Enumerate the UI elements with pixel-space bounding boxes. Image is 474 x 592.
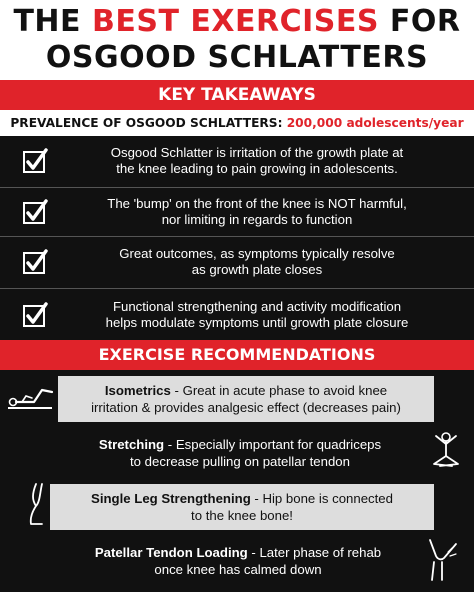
list-item <box>0 237 474 287</box>
seated-stretch-icon <box>424 430 468 474</box>
list-item <box>0 136 474 186</box>
title-header <box>0 0 474 80</box>
lying-exercise-icon <box>4 376 56 412</box>
exercise-desc-line-2: to the knee bone! <box>191 508 293 523</box>
title-accent: BEST EXERCISES <box>91 4 379 39</box>
exercise-name: Isometrics <box>104 383 171 398</box>
title-part-1: THE <box>13 4 92 39</box>
checkbox-check-icon <box>22 249 48 275</box>
takeaway-text: Osgood Schlatter is irritation of the growth plate at the knee leading to pain growing in adolescents. <box>110 145 404 176</box>
checkbox-check-icon <box>22 148 48 174</box>
exercise-desc: - Later phase of rehab <box>247 545 382 560</box>
exercise-card-stretching <box>60 430 420 476</box>
exercise-name: Patellar Tendon Loading <box>94 545 248 560</box>
exercise-card-single-leg-strengthening <box>50 484 434 530</box>
exercise-name: Single Leg Strengthening <box>91 491 251 506</box>
leg-icon <box>22 482 48 528</box>
key-takeaways-heading: KEY TAKEAWAYS <box>0 80 474 110</box>
exercise-desc: - Especially important for quadriceps <box>164 437 382 452</box>
prevalence-value: 200,000 adolescents/year <box>286 116 464 130</box>
exercise-name: Stretching <box>98 437 165 452</box>
takeaway-text: The 'bump' on the front of the knee is NOT harmful, nor limiting in regards to function <box>107 196 407 227</box>
checkbox-check-icon <box>22 199 48 225</box>
title-part-2: FOR <box>378 4 461 39</box>
list-item <box>0 188 474 236</box>
exercise-desc-line-2: irritation & provides analgesic effect (decreases pain) <box>91 400 401 415</box>
exercise-desc-line-2: to decrease pulling on patellar tendon <box>130 454 350 469</box>
exercise-card-patellar-tendon-loading <box>56 540 420 586</box>
list-item <box>0 289 474 340</box>
checkbox-check-icon <box>22 302 48 328</box>
exercise-recommendations-heading: EXERCISE RECOMMENDATIONS <box>0 340 474 370</box>
page-title-line-1 <box>0 0 474 40</box>
exercise-desc-line-2: once knee has calmed down <box>154 562 322 577</box>
prevalence-label: PREVALENCE OF OSGOOD SCHLATTERS: <box>10 116 283 130</box>
takeaway-text: Functional strengthening and activity modification helps modulate symptoms until growth plate closure <box>105 298 409 330</box>
takeaway-text: Great outcomes, as symptoms typically resolve as growth plate closes <box>119 246 395 277</box>
exercise-desc: - Great in acute phase to avoid knee <box>170 383 388 398</box>
prevalence-banner <box>0 110 474 136</box>
exercise-desc: - Hip bone is connected <box>250 491 393 506</box>
page-title-line-2: OSGOOD SCHLATTERS <box>45 40 429 75</box>
exercise-card-isometrics <box>58 376 434 422</box>
knee-joint-icon <box>420 538 464 582</box>
takeaways-list <box>0 136 474 340</box>
